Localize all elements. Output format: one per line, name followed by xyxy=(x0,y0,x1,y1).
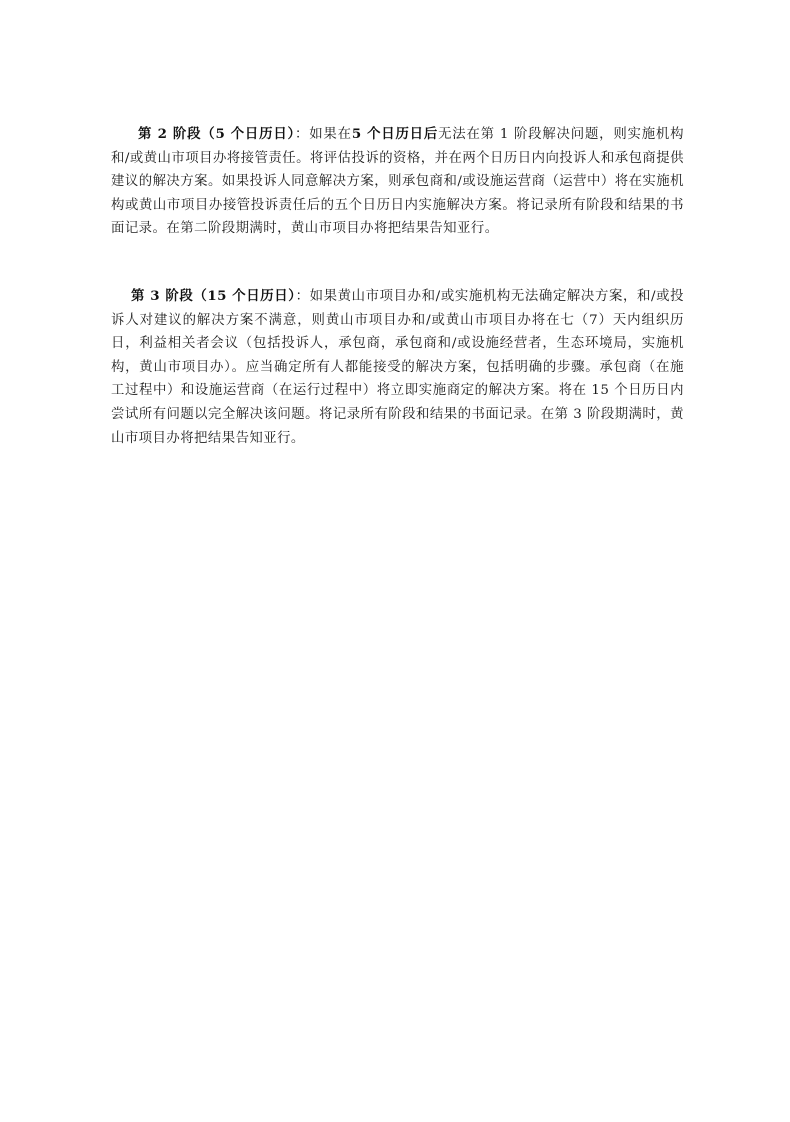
stage-2-body: 无法在第 1 阶段解决问题，则实施机构和/或黄山市项目办将接管责任。将评估投诉的资格，并在两个日历日内向投诉人和承包商提供建议的解决方案。如果投诉人同意解决方案，则承包商和/或设施运营商（运营中）将在实施机构或黄山市项目办接管投诉责任后的五个日历日内实施解决方案。将记录所有阶段和结果的书面记录。在第二阶段期满时，黄山市项目办将把结果告知亚行。 xyxy=(111,127,684,237)
stage-3-paragraph xyxy=(111,285,684,450)
stage-3-heading: 第 3 阶段（15 个日历日） xyxy=(131,288,296,304)
stage-3-body: ：如果黄山市项目办和/或实施机构无法确定解决方案，和/或投诉人对建议的解决方案不满意，则黄山市项目办和/或黄山市项目办将在七（7）天内组织历日，利益相关者会议（包括投诉人，承包商，承包商和/或设施经营者，生态环境局，实施机构，黄山市项目办）。应当确定所有人都能接受的解决方案，包括明确的步骤。承包商（在施工过程中）和设施运营商（在运行过程中）将立即实施商定的解决方案。将在 15 个日历日内尝试所有问题以完全解决该问题。将记录所有阶段和结果的书面记录。在第 3 阶段期满时，黄山市项目办将把结果告知亚行。 xyxy=(111,289,684,446)
stage-2-emphasis: 5 个日历日后 xyxy=(351,126,439,142)
stage-2-heading: 第 2 阶段（5 个日历日） xyxy=(138,126,296,142)
stage-2-paragraph xyxy=(111,123,684,241)
stage-2-colon-text: ：如果在 xyxy=(295,127,352,142)
